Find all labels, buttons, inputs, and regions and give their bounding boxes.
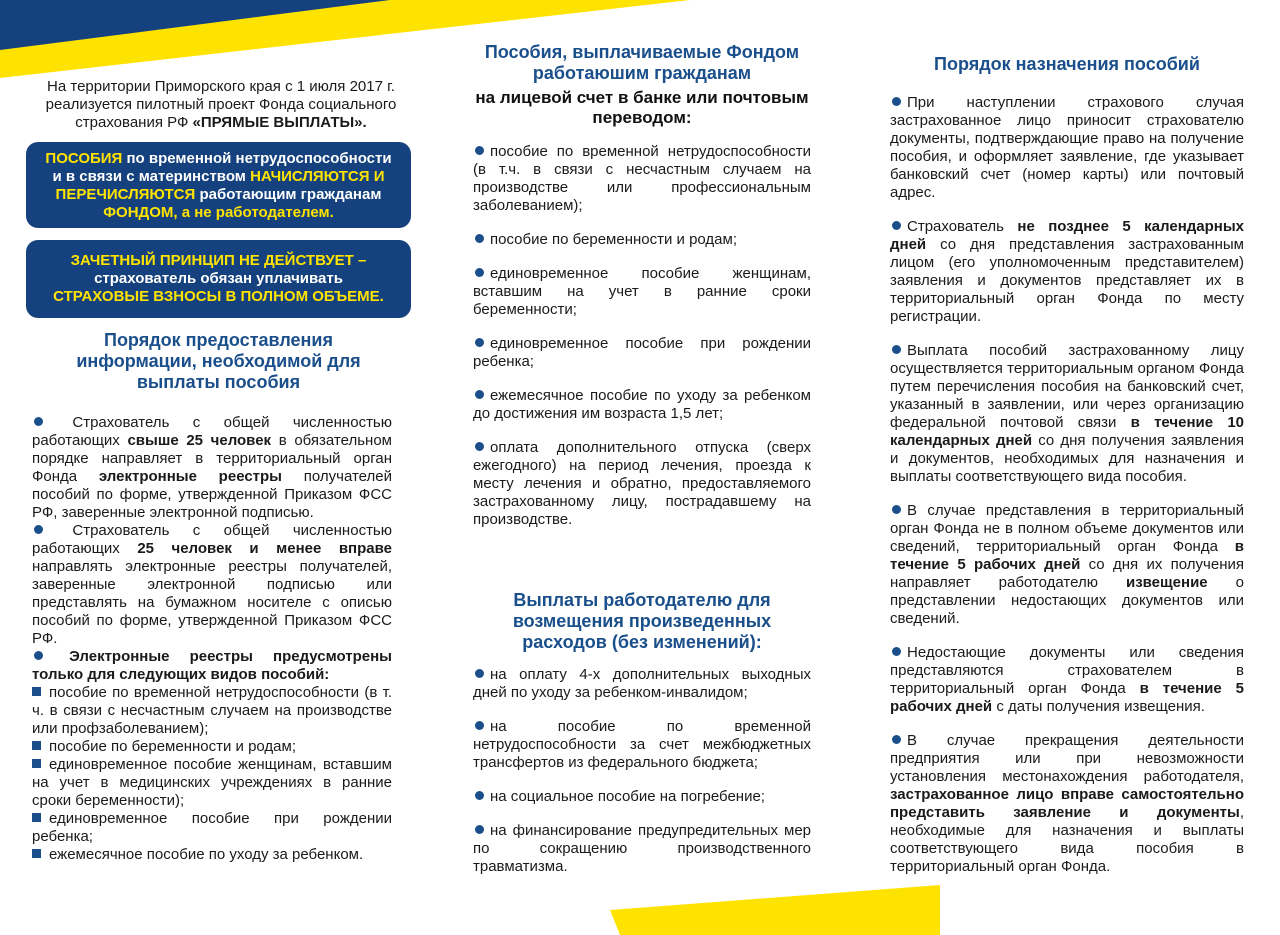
list-item: единовременное пособие женщинам, вставшим на учет в медицинских учреждениях в ранние сроки беременности); xyxy=(32,756,392,809)
bullet-dot-icon xyxy=(475,338,484,347)
list-item: пособие по временной нетрудоспособности (в т.ч. в связи с несчастным случаем на производстве или профессиональным заболеванием); xyxy=(473,143,811,214)
list-item: пособие по беременности и родам; xyxy=(473,231,811,249)
bullet-square-icon xyxy=(32,741,41,750)
paragraph-missing-docs: Недостающие документы или сведения представляются страхователем в территориальный орган Фонда в течение 5 рабочих дней с даты получения извещения. xyxy=(890,644,1245,715)
section-heading-info-order: Порядок предоставления информации, необходимой для выплаты пособия xyxy=(76,330,361,392)
bullet-dot-icon xyxy=(475,390,484,399)
paragraph-termination: В случае прекращения деятельности предприятия или при невозможности установления местонахождения работодателя, застрахованное лицо вправе самостоятельно представить заявление и документы, необходимые для назначения и выплаты соответствующего вида пособия в территориальный орган Фонда. xyxy=(890,732,1244,875)
list-item: единовременное пособие при рождении ребенка; xyxy=(32,810,392,845)
list-item: единовременное пособие женщинам, вставшим на учет в ранние сроки беременности; xyxy=(473,265,811,318)
fund-benefits-list xyxy=(473,143,811,529)
section-subheading-account: на лицевой счет в банке или почтовым переводом: xyxy=(475,88,809,127)
list-item: на финансирование предупредительных мер по сокращению производственного травматизма. xyxy=(473,822,811,875)
list-item: на оплату 4-х дополнительных выходных дней по уходу за ребенком-инвалидом; xyxy=(473,666,811,701)
bullet-dot-icon xyxy=(892,97,901,106)
bullet-dot-icon xyxy=(475,234,484,243)
bullet-square-icon xyxy=(32,813,41,822)
paragraph-insured-event: При наступлении страхового случая застрахованное лицо приносит страхователю документы, подтверждающие право на получение пособия, и оформляет заявление, где указывает банковский счет (номер карты) или почтовый адрес. xyxy=(890,94,1244,201)
paragraph-payment: Выплата пособий застрахованному лицу осуществляется территориальным органом Фонда путем перечисления пособия на банковский счет, указанный в заявлении, или через организацию федеральной почтовой связи в течение 10 календарных дней со дня получения заявления и документов, необходимых для назначения и выплаты соответствующего вида пособия. xyxy=(890,342,1244,485)
list-item: пособие по беременности и родам; xyxy=(32,738,392,756)
bullet-square-icon xyxy=(32,849,41,858)
paragraph-25-or-less: Страхователь с общей численностью работающих 25 человек и менее вправе направлять электронные реестры получателей, заверенные электронной подписью или представлять на бумажном носителе с описью пособий по форме, утвержденной Приказом ФСС РФ. xyxy=(32,522,392,647)
bullet-dot-icon xyxy=(34,651,43,660)
bullet-dot-icon xyxy=(475,669,484,678)
info-box-payments: ПОСОБИЯ по временной нетрудоспособности и в связи с материнством НАЧИСЛЯЮТСЯ И ПЕРЕЧИСЛЯЮТСЯ работающим гражданам ФОНДОМ, а не работодателем. xyxy=(26,142,411,228)
list-item: оплата дополнительного отпуска (сверх ежегодного) на период лечения, проезда к месту лечения и обратно, предоставляемого застрахованному лицу, пострадавшему на производстве. xyxy=(473,439,811,528)
paragraph-incomplete: В случае представления в территориальный орган Фонда не в полном объеме документов или сведений, территориальный орган Фонда в течение 5 рабочих дней со дня их получения направляет работодателю извещение о представлении недостающих документов или сведений. xyxy=(890,502,1244,627)
intro-text: На территории Приморского края с 1 июля 2017 г. реализуется пилотный проект Фонда социального страхования РФ «ПРЯМЫЕ ВЫПЛАТЫ». xyxy=(45,78,397,131)
list-item: ежемесячное пособие по уходу за ребенком. xyxy=(32,846,392,864)
bullet-dot-icon xyxy=(892,505,901,514)
employer-payments-list xyxy=(473,666,811,876)
paragraph-5-days: Страхователь не позднее 5 календарных дней со дня представления застрахованным лицом (его уполномоченным представителем) заявления и документов представляет их в территориальный орган Фонда по месту регистрации. xyxy=(890,218,1244,325)
left-body xyxy=(32,414,392,864)
bullet-dot-icon xyxy=(475,442,484,451)
bullet-dot-icon xyxy=(892,345,901,354)
list-item: на социальное пособие на погребение; xyxy=(473,788,811,806)
right-body xyxy=(890,94,1244,876)
section-heading-assignment-order: Порядок назначения пособий xyxy=(934,54,1200,74)
bullet-dot-icon xyxy=(892,735,901,744)
list-item: единовременное пособие при рождении ребенка; xyxy=(473,335,811,370)
bullet-dot-icon xyxy=(475,791,484,800)
bullet-dot-icon xyxy=(34,525,43,534)
bullet-dot-icon xyxy=(475,146,484,155)
list-item: пособие по временной нетрудоспособности (в т. ч. в связи с несчастным случаем на производстве или профзаболеванием); xyxy=(32,684,392,737)
section-heading-employer-payments: Выплаты работодателю для возмещения произведенных расходов (без изменений): xyxy=(512,590,772,652)
info-box-offset-principle: ЗАЧЕТНЫЙ ПРИНЦИП НЕ ДЕЙСТВУЕТ – страхователь обязан уплачивать СТРАХОВЫЕ ВЗНОСЫ В ПОЛНОМ ОБЪЕМЕ. xyxy=(26,240,411,318)
bullet-dot-icon xyxy=(475,721,484,730)
list-item: на пособие по временной нетрудоспособности за счет межбюджетных трансфертов из федерального бюджета; xyxy=(473,718,811,771)
section-heading-fund-benefits: Пособия, выплачиваемые Фондом работаюшим гражданам xyxy=(484,42,800,83)
paragraph-registers: Электронные реестры предусмотрены только для следующих видов пособий: xyxy=(32,648,392,683)
bullet-dot-icon xyxy=(475,825,484,834)
bullet-square-icon xyxy=(32,759,41,768)
bullet-dot-icon xyxy=(34,417,43,426)
bullet-dot-icon xyxy=(475,268,484,277)
bullet-dot-icon xyxy=(892,221,901,230)
bullet-square-icon xyxy=(32,687,41,696)
paragraph-over-25: Страхователь с общей численностью работающих свыше 25 человек в обязательном порядке направляет в территориальный орган Фонда электронные реестры получателей пособий по форме, утвержденной Приказом ФСС РФ, заверенные электронной подписью. xyxy=(32,414,392,521)
list-item: ежемесячное пособие по уходу за ребенком до достижения им возраста 1,5 лет; xyxy=(473,387,811,422)
bullet-dot-icon xyxy=(892,647,901,656)
